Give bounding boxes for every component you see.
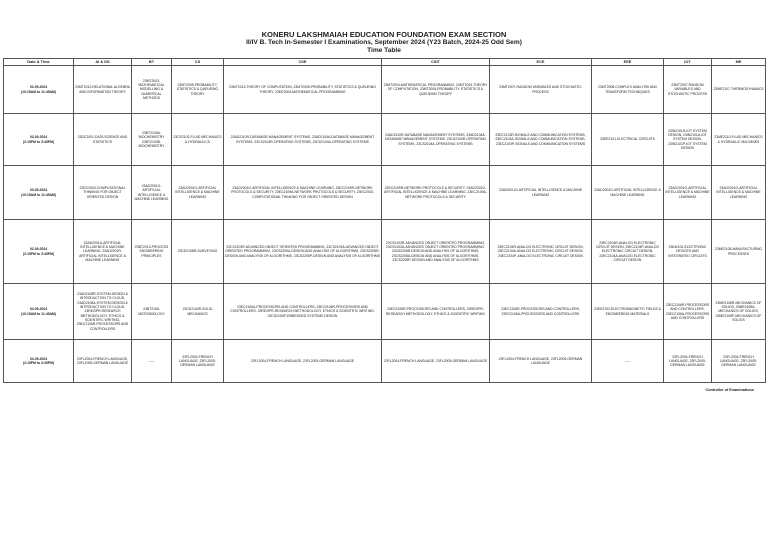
table-row xyxy=(4,220,766,284)
table-cell: 23CE2102-FLUID MECHANICS & HYDRAULICS xyxy=(172,114,224,166)
exam-date: 03-09-2024 xyxy=(29,135,48,140)
table-cell: 23EE2101-ELECTRICAL CIRCUITS xyxy=(592,114,664,166)
table-cell: 23EC2106R-PROCESSORS AND CONTROLLERS, 23RE2IPR-RESEARCH METHODOLOGY, ETHICS & SCIENTIFIC WRITING xyxy=(382,284,490,340)
column-header: ECE xyxy=(490,59,592,66)
table-cell: 23FL2004-FRENCH LANGUAGE, 23FL2005-GERMAN LANGUAGE xyxy=(74,340,132,383)
date-cell xyxy=(4,220,74,284)
table-cell: 23AD2001O-ARTIFICIAL INTELLIGENCE & MACHINE LEARNING xyxy=(592,166,664,220)
document-header xyxy=(0,4,768,55)
table-cell: 23AD2110R-DATABASE MANAGEMENT SYSTEMS, 23AD2104A-DATABASE MANAGEMENT SYSTEMS, 23CS2104R-OPERATING SYSTEMS, 23CS2104A-OPERATING SYSTEMS xyxy=(382,114,490,166)
table-cell: 23IN2102-ELECTRONIC DEVICES AND INTEGRATED CIRCUITS xyxy=(664,220,712,284)
table-cell: 23EC2106A-PROCESSORS AND CONTROLLERS, 23EC2106R-PROCESSORS AND CONTROLLERS, 23RE2IPR-RESEARCH METHODOLOGY, ETHICS & SCIENTIFIC WRITING, 23CS2104P-EMBEDDED SYSTEMS DESIGN xyxy=(224,284,382,340)
table-cell: 23FL2004-FRENCH LANGUAGE, 23FL2005-GERMAN LANGUAGE xyxy=(224,340,382,383)
table-cell: 23AD2001O-ARTIFICIAL INTELLIGENCE & MACHINE LEARNING xyxy=(132,166,172,220)
table-row xyxy=(4,114,766,166)
table-cell: 23FL2004-FRENCH LANGUAGE, 23FL2005-GERMAN LANGUAGE xyxy=(664,340,712,383)
table-cell: 23AD2108R-SYSTEM DESIGN & INTRODUCTION TO CLOUD, 23AD2108A-SYSTEM DESIGN & INTRODUCTION TO CLOUD, 23RE2IPR-RESEARCH METHODOLOGY, ETHICS & SCIENTIFIC WRITING, 23EC2106R-PROCESSORS AND CONTROLLERS xyxy=(74,284,132,340)
table-cell: 23ME2108-MANUFACTURING PROCESSES xyxy=(712,220,766,284)
table-cell: 23IN2101R-IOT SYSTEM DESIGN, 23IN2101A-IOT SYSTEM DESIGN, 23IN2101P-IOT SYSTEM DESIGN xyxy=(664,114,712,166)
table-cell: 23AD2001A-ARTIFICIAL INTELLIGENCE & MACHINE LEARNING, 23AD2001R-ARTIFICIAL INTELLIGENCE & MACHINE LEARNING xyxy=(74,220,132,284)
exam-time: (2:15PM to 3:45PM) xyxy=(22,251,55,256)
table-cell: 23AD2001O-ARTIFICIAL INTELLIGENCE & MACHINE LEARNING xyxy=(490,166,592,220)
table-cell: 23EC2103R-SIGNALS AND COMMUNICATION SYSTEMS, 23EC2103A-SIGNALS AND COMMUNICATION SYSTEMS, 23EC2103P-SIGNALS AND COMMUNICATION SYSTEMS xyxy=(490,114,592,166)
table-cell: 23EC2104R-ANALOG ELECTRONIC CIRCUIT DESIGN, 23EC2104P-ANALOG ELECTRONIC CIRCUIT DESIGN, 23EC2104A-ANALOG ELECTRONIC CIRCUIT DESIGN xyxy=(592,220,664,284)
exam-date: 03-09-2024 xyxy=(29,188,48,193)
table-cell: 23FL2004-FRENCH LANGUAGE, 23FL2005-GERMAN LANGUAGE xyxy=(712,340,766,383)
column-header: Date & Time xyxy=(4,59,74,66)
column-header: BT xyxy=(132,59,172,66)
table-cell: 23BT2013-PROCESS ENGINEERING PRINCIPLES xyxy=(132,220,172,284)
table-cell: 23MT2012-RELATIONAL ALGEBRA AND INFORMATION THEORY xyxy=(74,66,132,114)
exam-date: 02-09-2024 xyxy=(29,247,48,252)
table-cell: 23FL2004-FRENCH LANGUAGE, 23FL2005-GERMAN LANGUAGE xyxy=(172,340,224,383)
date-cell xyxy=(4,284,74,340)
table-cell: 23MT2005-PROBABILITY, STATISTICS & QUEUEING THEORY xyxy=(172,66,224,114)
table-cell: 23MT2013-THEORY OF COMPUTATION, 23MT2005-PROBABILITY, STATISTICS & QUEUEING THEORY, 23MT2004-MATHEMATICAL PROGRAMMING xyxy=(224,66,382,114)
table-cell: 23ME2108R-MECHANICS OF SOLIDS, 23ME2108A-MECHANICS OF SOLIDS, 23ME2108P-MECHANICS OF SOLIDS xyxy=(712,284,766,340)
timetable xyxy=(3,58,766,383)
column-header: AI & DS xyxy=(74,59,132,66)
table-cell: 23BT2106-MICROBIOLOGY xyxy=(132,284,172,340)
table-label: Time Table xyxy=(367,47,401,54)
exam-time: (10:15AM to 11:45AM) xyxy=(20,192,57,197)
table-cell: 23EC2106R-PROCESSORS AND CONTROLLERS, 23EC2106A-PROCESSORS AND CONTROLLERS xyxy=(664,284,712,340)
date-cell xyxy=(4,114,74,166)
column-header: EEE xyxy=(592,59,664,66)
table-cell: 23MT2003-MATHEMATICAL MODELLING & NUMERICAL METHODS xyxy=(132,66,172,114)
table-cell: 23AD2110R-DATABASE MANAGEMENT SYSTEMS, 23AD2104A-DATABASE MANAGEMENT SYSTEMS, 23CS2104R-OPERATING SYSTEMS, 23CS2104A-OPERATING SYSTEMS xyxy=(224,114,382,166)
date-cell xyxy=(4,166,74,220)
table-cell: 23EC2109R-NETWORK PROTOCOLS & SECURITY, 23AD2001O-ARTIFICIAL INTELLIGENCE & MACHINE LEARNING, 23EC2109A-NETWORK PROTOCOLS & SECURITY xyxy=(382,166,490,220)
column-header: IOT xyxy=(664,59,712,66)
exam-date: 04-09-2024 xyxy=(29,356,48,361)
exam-subtitle: II/IV B. Tech In-Semester I Examinations, September 2024 (Y23 Batch, 2024-25 Odd Sem) xyxy=(246,39,522,46)
table-cell: 23AD2001O-ARTIFICIAL INTELLIGENCE & MACHINE LEARNING xyxy=(172,166,224,220)
table-cell: 23CS2103R-ADVANCED OBJECT ORIENTED PROGRAMMING, 23CS2103A-ADVANCED OBJECT ORIENTED PROGRAMMING, 23CS2205A-DESIGN AND ANALYSIS OF ALGORITHMS, 23CS2205R-DESIGN AND ANALYSIS OF ALGORITHMS, 23CS2205P-DESIGN AND ANALYSIS OF ALGORITHMS xyxy=(224,220,382,284)
table-cell: 23ME2110-FLUID MECHANICS & HYDRAULIC MACHINES xyxy=(712,114,766,166)
page-title: KONERU LAKSHMAIAH EDUCATION FOUNDATION EXAM SECTION xyxy=(261,30,507,39)
table-cell: 23FL2004-FRENCH LANGUAGE, 23FL2005-GERMAN LANGUAGE xyxy=(382,340,490,383)
table-cell: 23AD2001O-ARTIFICIAL INTELLIGENCE & MACHINE LEARNING xyxy=(664,166,712,220)
table-cell: 23BT2103A-BIOCHEMISTRY 23BT2103B-BIOCHEMISTRY xyxy=(132,114,172,166)
exam-time: (10:15AM to 11:45AM) xyxy=(20,311,57,316)
table-cell: 23MT2008-COMPLEX ANALYSIS AND TRANSFORM TECHNIQUES xyxy=(592,66,664,114)
table-cell: 23AD2001O-ARTIFICIAL INTELLIGENCE & MACHINE LEARNING, 23EC2109R-NETWORK PROTOCOLS & SECURITY, 23EC2109A-NETWORK PROTOCOLS & SECURITY, 23EC2003-COMPUTATIONAL THINKING FOR OBJECT ORIENTED DESIGN xyxy=(224,166,382,220)
table-cell: 23MT2004-MATHEMATICAL PROGRAMMING, 23MT2013-THEORY OF COMPUTATION, 23MT2005-PROBABILITY, STATISTICS & QUEUEING THEORY xyxy=(382,66,490,114)
table-cell: ----- xyxy=(132,340,172,383)
exam-date: 04-09-2024 xyxy=(29,307,48,312)
table-cell: 23EC2104R-ANALOG ELECTRONIC CIRCUIT DESIGN, 23EC2104A-ANALOG ELECTRONIC CIRCUIT DESIGN, 23EC2104P-ANALOG ELECTRONIC CIRCUIT DESIGN xyxy=(490,220,592,284)
column-header: CSIT xyxy=(382,59,490,66)
column-header: CSE xyxy=(224,59,382,66)
table-cell: 23MT2007-RANDOM VARIABLES AND STOCHASTIC PROCESS xyxy=(664,66,712,114)
exam-time: (2:15PM to 3:45PM) xyxy=(22,139,55,144)
table-cell: 23FL2004-FRENCH LANGUAGE, 23FL2005-GERMAN LANGUAGE xyxy=(490,340,592,383)
table-cell: 23CE2104R-SOLID MECHANICS xyxy=(172,284,224,340)
table-cell: 23EE2102-ELECTROMAGNETIC FIELDS & ENGINEERING MATERIALS xyxy=(592,284,664,340)
table-cell: 23DC2001-DATA SCIENCE AND STATISTICS xyxy=(74,114,132,166)
table-cell: 23ME2107-THERMODYNAMICS xyxy=(712,66,766,114)
table-cell: 23DC2003-COMPUTATIONAL THINKING FOR OBJECT ORIENTED DESIGN xyxy=(74,166,132,220)
table-row xyxy=(4,66,766,114)
table-cell: 23CE2108R-SURVEYING xyxy=(172,220,224,284)
column-header: CS xyxy=(172,59,224,66)
date-cell xyxy=(4,66,74,114)
date-cell xyxy=(4,340,74,383)
table-cell: 23MT2007-RANDOM VARIABLES AND STOCHASTIC PROCESS xyxy=(490,66,592,114)
table-cell: ----- xyxy=(592,340,664,383)
controller-signature: Controller of Examinations xyxy=(705,388,754,392)
table-cell: 23CS2103R-ADVANCED OBJECT ORIENTED PROGRAMMING, 23CS2103A-ADVANCED OBJECT ORIENTED PROGRAMMING, 23CS2205R-DESIGN AND ANALYSIS OF ALGORITHMS, 23CS2205A-DESIGN AND ANALYSIS OF ALGORITHMS, 23CS2205P-DESIGN AND ANALYSIS OF ALGORITHMS xyxy=(382,220,490,284)
exam-time: (2:15PM to 3:45PM) xyxy=(22,361,55,365)
header-row xyxy=(4,59,766,66)
exam-date: 02-09-2024 xyxy=(29,85,48,90)
table-row xyxy=(4,340,766,383)
table-row xyxy=(4,166,766,220)
table-cell: 23AD2001O-ARTIFICIAL INTELLIGENCE & MACHINE LEARNING xyxy=(712,166,766,220)
column-header: ME xyxy=(712,59,766,66)
exam-time: (10:15AM to 11:45AM) xyxy=(20,89,57,94)
table-cell: 23EC2106R-PROCESSORS AND CONTROLLERS, 23EC2106A-PROCESSORS AND CONTROLLERS xyxy=(490,284,592,340)
table-row xyxy=(4,284,766,340)
